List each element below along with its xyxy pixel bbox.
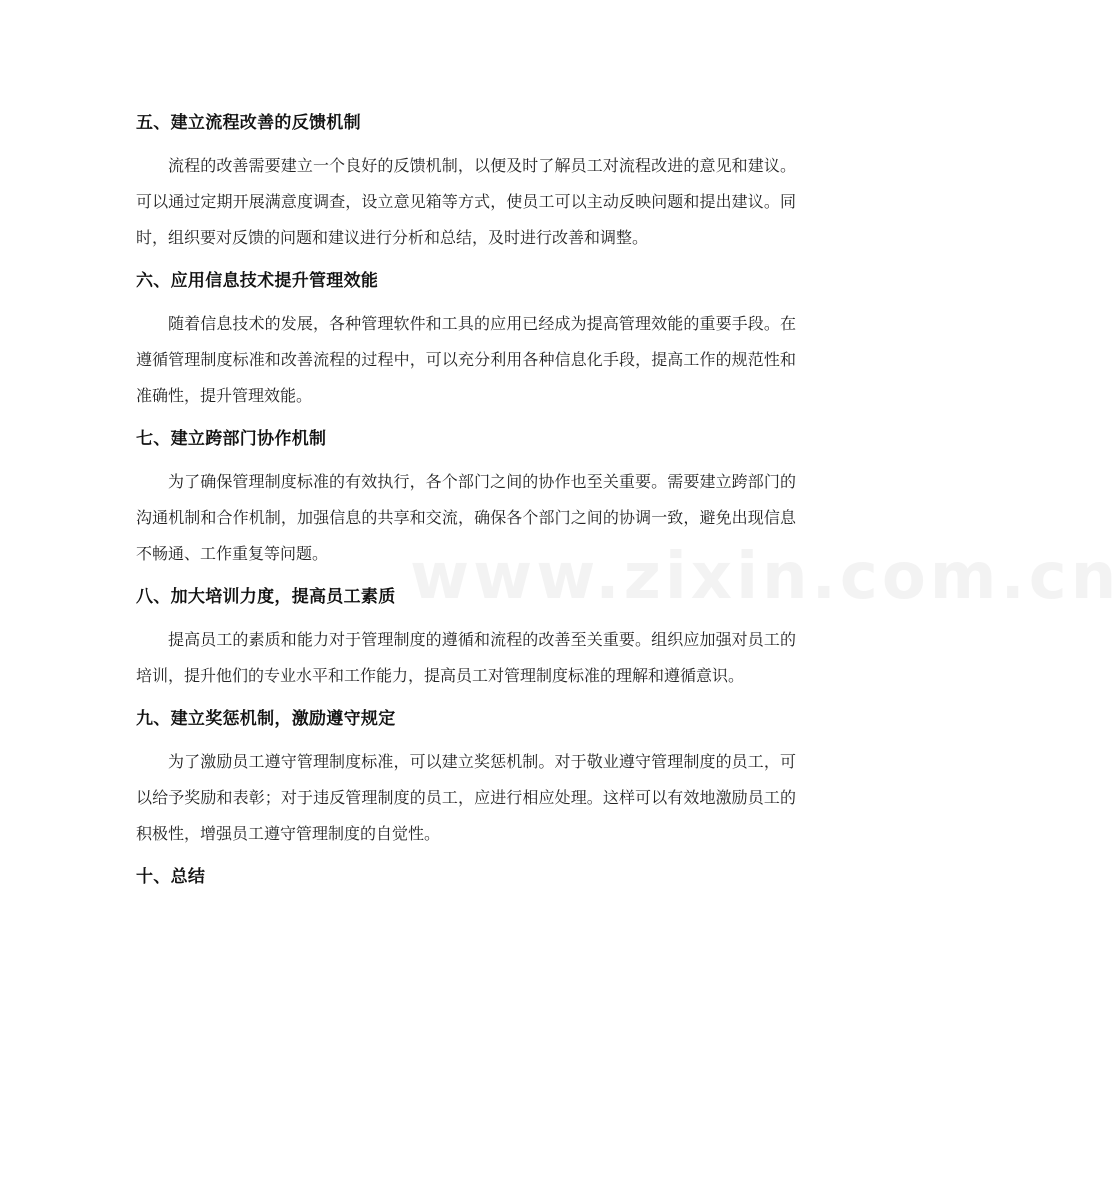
watermark-text: www.zixin.com.cn xyxy=(410,540,1120,614)
document-content xyxy=(136,108,796,892)
section-paragraph-7: 为了确保管理制度标准的有效执行，各个部门之间的协作也至关重要。需要建立跨部门的沟通机制和合作机制，加强信息的共享和交流，确保各个部门之间的协调一致，避免出现信息不畅通、工作重复等问题。 xyxy=(136,472,796,563)
section-heading-9: 九、建立奖惩机制，激励遵守规定 xyxy=(136,709,396,729)
section-heading-6: 六、应用信息技术提升管理效能 xyxy=(136,271,379,291)
section-heading-5: 五、建立流程改善的反馈机制 xyxy=(136,113,361,133)
section-heading-7: 七、建立跨部门协作机制 xyxy=(136,429,327,449)
section-heading-10: 十、总结 xyxy=(136,867,206,887)
section-heading-8: 八、加大培训力度，提高员工素质 xyxy=(136,587,396,607)
section-paragraph-9: 为了激励员工遵守管理制度标准，可以建立奖惩机制。对于敬业遵守管理制度的员工，可以给予奖励和表彰；对于违反管理制度的员工，应进行相应处理。这样可以有效地激励员工的积极性，增强员工遵守管理制度的自觉性。 xyxy=(136,752,796,843)
section-paragraph-8: 提高员工的素质和能力对于管理制度的遵循和流程的改善至关重要。组织应加强对员工的培训，提升他们的专业水平和工作能力，提高员工对管理制度标准的理解和遵循意识。 xyxy=(136,630,796,685)
section-paragraph-5: 流程的改善需要建立一个良好的反馈机制，以便及时了解员工对流程改进的意见和建议。可以通过定期开展满意度调查，设立意见箱等方式，使员工可以主动反映问题和提出建议。同时，组织要对反馈的问题和建议进行分析和总结，及时进行改善和调整。 xyxy=(136,156,796,247)
section-paragraph-6: 随着信息技术的发展，各种管理软件和工具的应用已经成为提高管理效能的重要手段。在遵循管理制度标准和改善流程的过程中，可以充分利用各种信息化手段，提高工作的规范性和准确性，提升管理效能。 xyxy=(136,314,796,405)
